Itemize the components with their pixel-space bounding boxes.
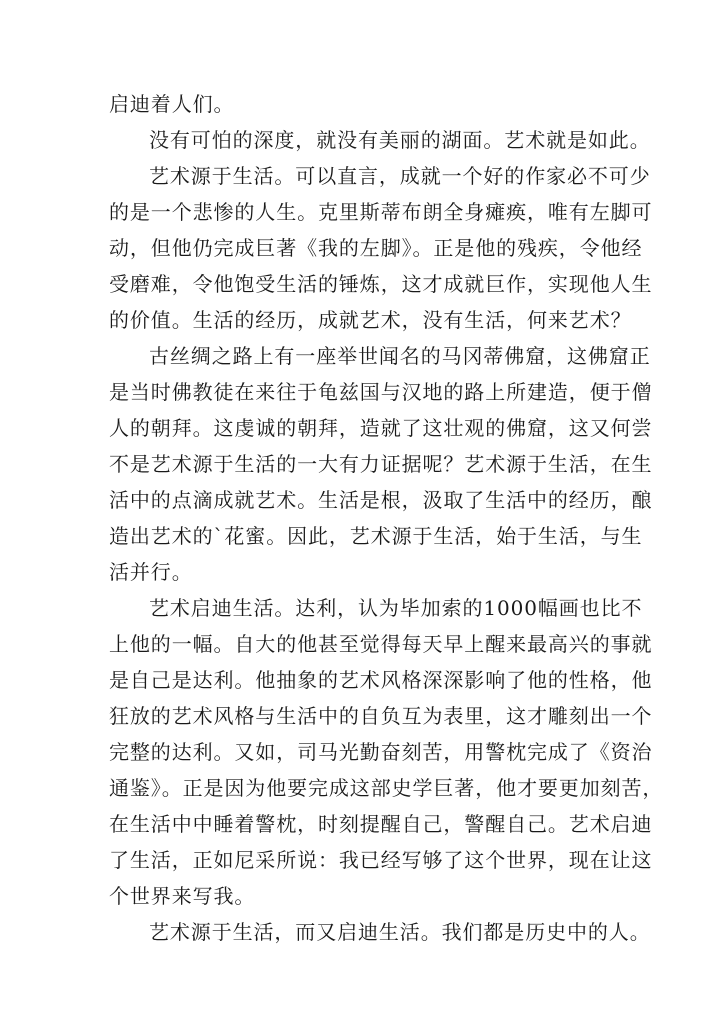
text-line: 个世界来写我。 [109,884,256,908]
text-line: 艺术源于生活，而又启迪生活。我们都是历史中的人。 [149,920,651,944]
text-line: 是当时佛教徒在来往于龟兹国与汉地的路上所建造，便于僧 [109,380,653,404]
text-line: 古丝绸之路上有一座举世闻名的马冈蒂佛窟，这佛窟正 [149,344,651,368]
text-line: 艺术源于生活。可以直言，成就一个好的作家必不可少 [149,164,651,188]
text-line: 完整的达利。又如，司马光勤奋刻苦，用警枕完成了《资治 [109,740,653,764]
text-line: 启迪着人们。 [109,92,235,116]
text-line: 受磨难，令他饱受生活的锤炼，这才成就巨作，实现他人生 [109,272,653,296]
text-line: 造出艺术的`花蜜。因此，艺术源于生活，始于生活，与生 [109,524,643,548]
essay-body [109,86,664,950]
text-line: 活并行。 [109,560,193,584]
text-line: 的是一个悲惨的人生。克里斯蒂布朗全身瘫痪，唯有左脚可 [109,200,653,224]
text-line: 艺术启迪生活。达利，认为毕加索的1000幅画也比不 [149,596,643,620]
text-line: 动，但他仍完成巨著《我的左脚》。正是他的残疾，令他经 [109,236,643,260]
text-line: 上他的一幅。自大的他甚至觉得每天早上醒来最高兴的事就 [109,632,653,656]
text-line: 没有可怕的深度，就没有美丽的湖面。艺术就是如此。 [149,128,651,152]
text-line: 活中的点滴成就艺术。生活是根，汲取了生活中的经历，酿 [109,488,653,512]
text-line: 是自己是达利。他抽象的艺术风格深深影响了他的性格，他 [109,668,653,692]
text-line: 不是艺术源于生活的一大有力证据呢？艺术源于生活，在生 [109,452,653,476]
text-line: 的价值。生活的经历，成就艺术，没有生活，何来艺术？ [109,308,632,332]
text-line: 人的朝拜。这虔诚的朝拜，造就了这壮观的佛窟，这又何尝 [109,416,653,440]
text-line: 了生活，正如尼采所说：我已经写够了这个世界，现在让这 [109,848,653,872]
text-line: 狂放的艺术风格与生活中的自负互为表里，这才雕刻出一个 [109,704,653,728]
text-line: 在生活中中睡着警枕，时刻提醒自己，警醒自己。艺术启迪 [109,812,653,836]
text-line: 通鉴》。正是因为他要完成这部史学巨著，他才要更加刻苦， [109,776,664,800]
